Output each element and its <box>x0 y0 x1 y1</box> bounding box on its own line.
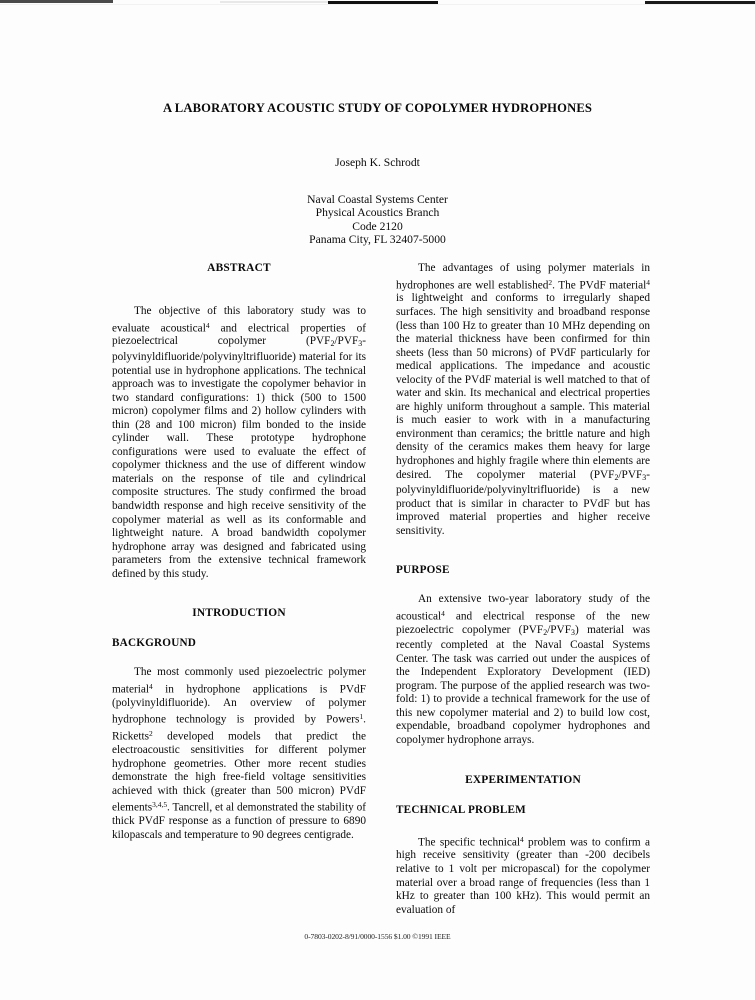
left-column <box>112 262 366 922</box>
right-column <box>396 262 650 922</box>
scan-artifact-bar <box>645 1 755 4</box>
scan-artifact-bar <box>0 4 755 5</box>
scan-artifact-bar <box>220 1 328 3</box>
background-heading: BACKGROUND <box>112 637 197 650</box>
body-columns <box>112 262 650 922</box>
author-name: Joseph K. Schrodt <box>335 156 420 169</box>
page-title: A LABORATORY ACOUSTIC STUDY OF COPOLYMER HYDROPHONES <box>162 101 593 115</box>
affiliation-line-4: Panama City, FL 32407-5000 <box>309 233 446 247</box>
footer-copyright: 0-7803-0202-8/91/0000-1556 $1.00 ©1991 IEEE <box>304 932 451 941</box>
purpose-paragraph: An extensive two-year laboratory study of the acoustical$^4$ and electrical response of the new piezoelectric copolymer $(PVF_2/PVF_3)$ material was recently completed at the Naval Coastal Systems Center. The task was carried out under the auspices of the Independent Exploratory Development (IED) program. The purpose of the applied research was two-fold: 1) to provide a technical framework for the use of this new copolymer material and 2) to build low cost, expendable, broadband copolymer hydrophones and copolymer hydrophone arrays. <box>396 593 650 747</box>
technical-problem-heading: TECHNICAL PROBLEM <box>396 803 526 816</box>
affiliation-line-1: Naval Coastal Systems Center <box>307 193 448 206</box>
experimentation-heading: EXPERIMENTATION <box>465 773 581 786</box>
scan-artifact-bar <box>0 0 113 3</box>
affiliation-block <box>60 193 695 247</box>
advantages-paragraph: The advantages of using polymer materials in hydrophones are well established$^2$. The PVdF material$^4$ is lightweight and conforms to irregularly shaped surfaces. The high sensitivity and broadband response (less than 100 Hz to greater than 10 MHz depending on the material thickness have been confirmed for thin sheets (less than 50 microns) of PVdF particularly for medical applications. The impedance and acoustic velocity of the PVdF material is well matched to that of water and skin. Its mechanical and electrical properties are highly uniform throughout a sample. This material is much easier to work with in a manufacturing environment than ceramics; the brittle nature and high density of the ceramics makes them heavy for large hydrophones and highly fragile where thin elements are desired. The copolymer material $(PVF_2/PVF_3-polyvinyldifluoride/polyvinyltrifluoride)$ is a new product that is similar in character to PVdF but has improved material properties and higher receive sensitivity. <box>396 262 650 537</box>
purpose-heading: PURPOSE <box>396 564 450 577</box>
affiliation-line-3: Code 2120 <box>352 219 403 233</box>
affiliation-line-2: Physical Acoustics Branch <box>315 206 440 220</box>
technical-problem-paragraph: The specific technical$^4$ problem was to confirm a high receive sensitivity (greater than -200 decibels relative to 1 volt per micropascal) for the copolymer material over a broad range of frequencies (less than 1 kHz to greater than 100 kHz). This would permit an evaluation of <box>396 834 650 916</box>
background-paragraph: The most commonly used piezoelectric polymer material$^4$ in hydrophone applications is PVdF (polyvinyldifluoride). An overview of polymer hydrophone technology is provided by Powers$^1$. Ricketts$^2$ developed models that predict the electroacoustic sensitivities for different polymer hydrophone geometries. Other more recent studies demonstrate the high free-field voltage sensitivities achieved with thick (greater than 500 micron) PVdF elements$^{3,4,5}$. Tancrell, et al demonstrated the stability of thick PVdF response as a function of pressure to 6890 kilopascals and temperature to 90 degrees centigrade. <box>112 666 366 841</box>
abstract-heading: ABSTRACT <box>207 262 271 274</box>
scan-edge-artifacts <box>0 0 755 7</box>
abstract-paragraph: The objective of this laboratory study was to evaluate acoustical$^4$ and electrical properties of piezoelectrical copolymer $(PVF_2/PVF_3-polyvinyldifluoride/polyvinyltrifluoride)$ material for its potential use in hydrophone applications. The technical approach was to investigate the copolymer behavior in two standard configurations: 1) thick (500 to 1500 micron) copolymer films and 2) hollow cylinders with thin (28 and 100 micron) film bonded to the inside cylinder wall. These prototype hydrophone configurations were used to evaluate the effect of copolymer thickness and the use of different window materials on the response of tile and cylindrical composite structures. The study confirmed the broad bandwidth response and high receive sensitivity of the copolymer material as well as its conformable and lightweight nature. A broad bandwidth copolymer hydrophone array was designed and fabricated using parameters from the extensive technical framework defined by this study. <box>112 305 367 580</box>
introduction-heading: INTRODUCTION <box>192 607 286 620</box>
scan-artifact-bar <box>328 1 438 4</box>
